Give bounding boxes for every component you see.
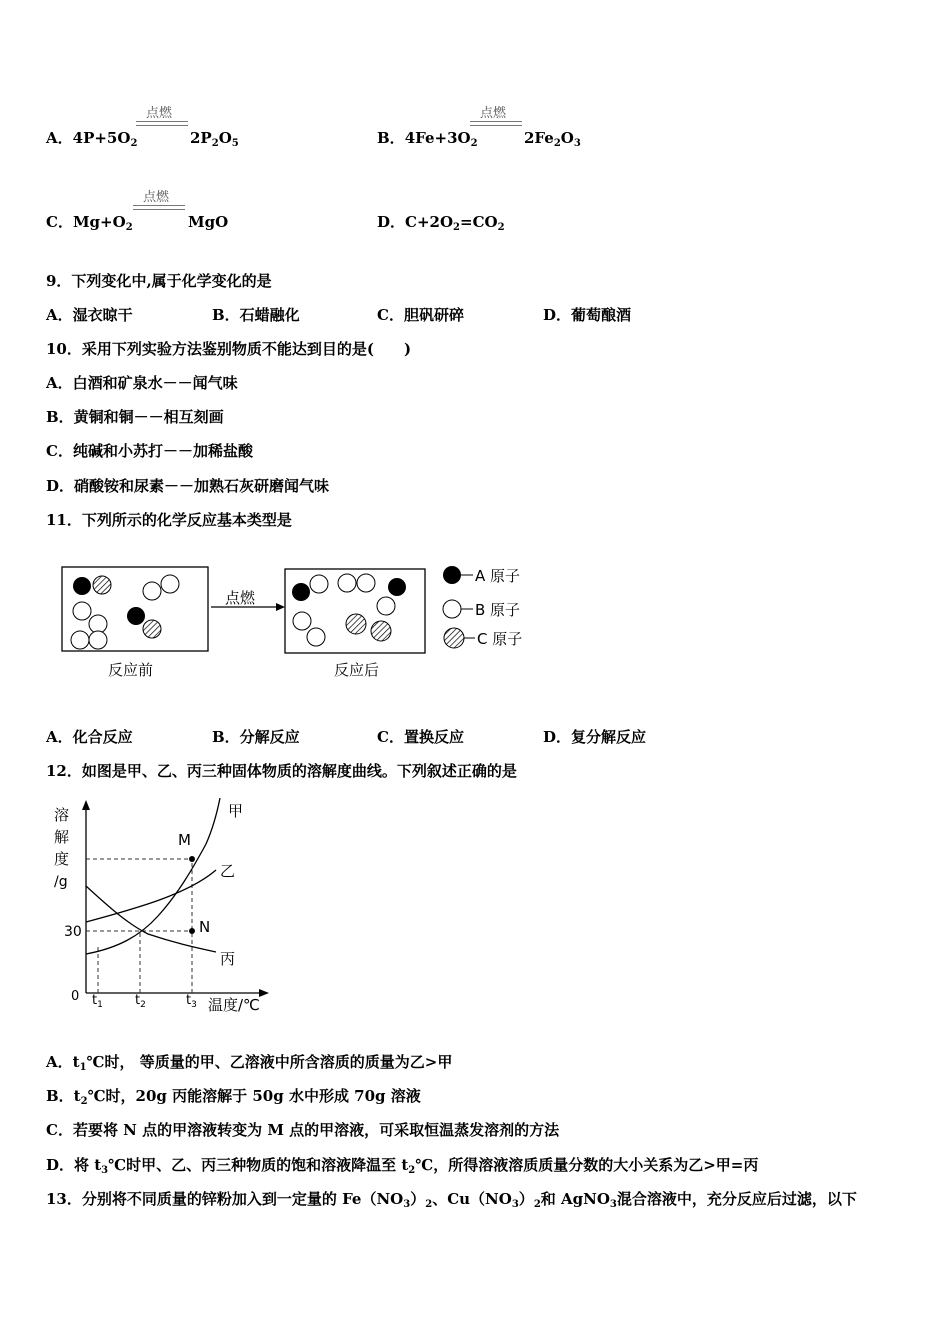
a-atom <box>292 583 310 601</box>
option-11a: A．化合反应 <box>46 728 133 746</box>
solubility-chart <box>48 798 288 1020</box>
equation-c-product: MgO <box>188 213 229 231</box>
b-atom <box>357 574 375 592</box>
option-12b: B．$t_2℃$时，20g 丙能溶解于 50g 水中形成 70g 溶液 <box>46 1087 421 1107</box>
option-11b: B．分解反应 <box>212 728 300 746</box>
b-atom <box>310 575 328 593</box>
option-10c: C．纯碱和小苏打－－加稀盐酸 <box>46 442 253 460</box>
option-8c: C．$Mg+O_2$ <box>46 213 133 233</box>
legend-a-label: A 原子 <box>475 567 521 585</box>
y-label-1: 溶 <box>54 806 70 824</box>
x-tick-t3: $t_3$ <box>186 993 197 1010</box>
molecule-bb <box>71 631 107 649</box>
molecule-ac <box>73 576 111 595</box>
curve-bing <box>86 886 216 952</box>
x-label: 温度/℃ <box>208 996 260 1014</box>
option-10b: B．黄铜和铜－－相互刻画 <box>46 408 224 426</box>
equation-a-product: $2P_2O_5$ <box>190 129 239 149</box>
b-atom <box>89 615 107 633</box>
equation-a-double-line <box>136 121 188 126</box>
y-label-4: /g <box>54 874 68 890</box>
question-12-stem: 12．如图是甲、乙、丙三种固体物质的溶解度曲线。下列叙述正确的是 <box>46 762 517 780</box>
molecule-bb <box>338 574 375 592</box>
curve-jia-label: 甲 <box>228 802 244 820</box>
b-atom <box>338 574 356 592</box>
a-atom <box>127 607 145 625</box>
y-axis-arrow <box>82 800 90 810</box>
option-12c: C．若要将 N 点的甲溶液转变为 M 点的甲溶液，可采取恒温蒸发溶剂的方法 <box>46 1121 560 1139</box>
legend-c-atom <box>444 628 464 648</box>
equation-b-product: $2Fe_2O_3$ <box>524 129 581 149</box>
option-9d: D．葡萄酿酒 <box>543 306 632 324</box>
b-atom <box>143 582 161 600</box>
c-atom <box>371 621 391 641</box>
legend-a-atom <box>443 566 461 584</box>
equation-a-condition: 点燃 <box>146 106 173 121</box>
curve-yi <box>86 870 216 922</box>
option-10d: D．硝酸铵和尿素－－加熟石灰研磨闻气味 <box>46 477 330 495</box>
option-11c: C．置换反应 <box>377 728 464 746</box>
b-atom <box>307 628 325 646</box>
c-atom <box>93 576 111 594</box>
after-label: 反应后 <box>334 661 380 679</box>
b-atom <box>71 631 89 649</box>
b-atom <box>161 575 179 593</box>
y-label-2: 解 <box>54 828 70 846</box>
legend-c-label: C 原子 <box>477 630 523 648</box>
question-11-stem: 11．下列所示的化学反应基本类型是 <box>46 511 292 529</box>
molecule-cc <box>346 614 391 641</box>
legend-b-label: B 原子 <box>475 601 521 619</box>
molecule-ab <box>292 575 328 601</box>
point-m <box>189 856 195 862</box>
reaction-diagram <box>55 560 545 685</box>
molecule-bb <box>143 575 179 600</box>
y-label-3: 度 <box>54 850 70 868</box>
point-m-label: M <box>178 831 191 849</box>
a-atom <box>73 577 91 595</box>
a-atom <box>388 578 406 596</box>
option-11d: D．复分解反应 <box>543 728 647 746</box>
option-9c: C．胆矾研碎 <box>377 306 464 324</box>
b-atom <box>377 597 395 615</box>
point-n-label: N <box>199 918 211 936</box>
x-tick-t2: $t_2$ <box>135 993 146 1010</box>
curve-bing-label: 丙 <box>220 950 236 968</box>
legend-b-atom <box>443 600 461 618</box>
origin-label: 0 <box>71 989 80 1004</box>
b-atom <box>89 631 107 649</box>
option-8a: A．$4P+5O_2$ <box>46 129 138 149</box>
question-9-stem: 9．下列变化中,属于化学变化的是 <box>46 272 272 290</box>
x-tick-t1: $t_1$ <box>92 993 103 1010</box>
b-atom <box>73 602 91 620</box>
c-atom <box>143 620 161 638</box>
c-atom <box>346 614 366 634</box>
arrow-label: 点燃 <box>225 589 256 607</box>
y-tick-30: 30 <box>64 924 82 940</box>
option-12d: D．将 $t_3℃$时甲、乙、丙三种物质的饱和溶液降温至 $t_2℃$，所得溶液溶质质量分数的大小关系为乙>甲=丙 <box>46 1156 759 1176</box>
option-10a: A．白酒和矿泉水－－闻气味 <box>46 374 238 392</box>
option-8d: D．$C+2O_2=CO_2$ <box>377 213 505 233</box>
option-8b: B．$4Fe+3O_2$ <box>377 129 478 149</box>
question-10-stem: 10．采用下列实验方法鉴别物质不能达到目的是( ) <box>46 340 412 358</box>
molecule-bb <box>293 612 325 646</box>
equation-b-condition: 点燃 <box>480 106 507 121</box>
x-axis-arrow <box>259 989 269 997</box>
arrow-head <box>276 603 285 611</box>
molecule-ac <box>127 607 161 638</box>
equation-c-double-line <box>133 205 185 210</box>
before-label: 反应前 <box>108 661 154 679</box>
option-12a: A．$t_1℃$时， 等质量的甲、乙溶液中所含溶质的质量为乙>甲 <box>46 1053 453 1073</box>
point-n <box>189 928 195 934</box>
molecule-ab <box>377 578 406 615</box>
equation-c-condition: 点燃 <box>143 190 170 205</box>
curve-yi-label: 乙 <box>220 862 236 880</box>
question-13-stem: 13．分别将不同质量的锌粉加入到一定量的 $Fe(NO_3)_2$、$Cu(NO_3)_2$和 AgNO$_3$混合溶液中，充分反应后过滤，以下 <box>46 1190 857 1210</box>
equation-b-double-line <box>470 121 522 126</box>
option-9a: A．湿衣晾干 <box>46 306 133 324</box>
b-atom <box>293 612 311 630</box>
option-9b: B．石蜡融化 <box>212 306 300 324</box>
